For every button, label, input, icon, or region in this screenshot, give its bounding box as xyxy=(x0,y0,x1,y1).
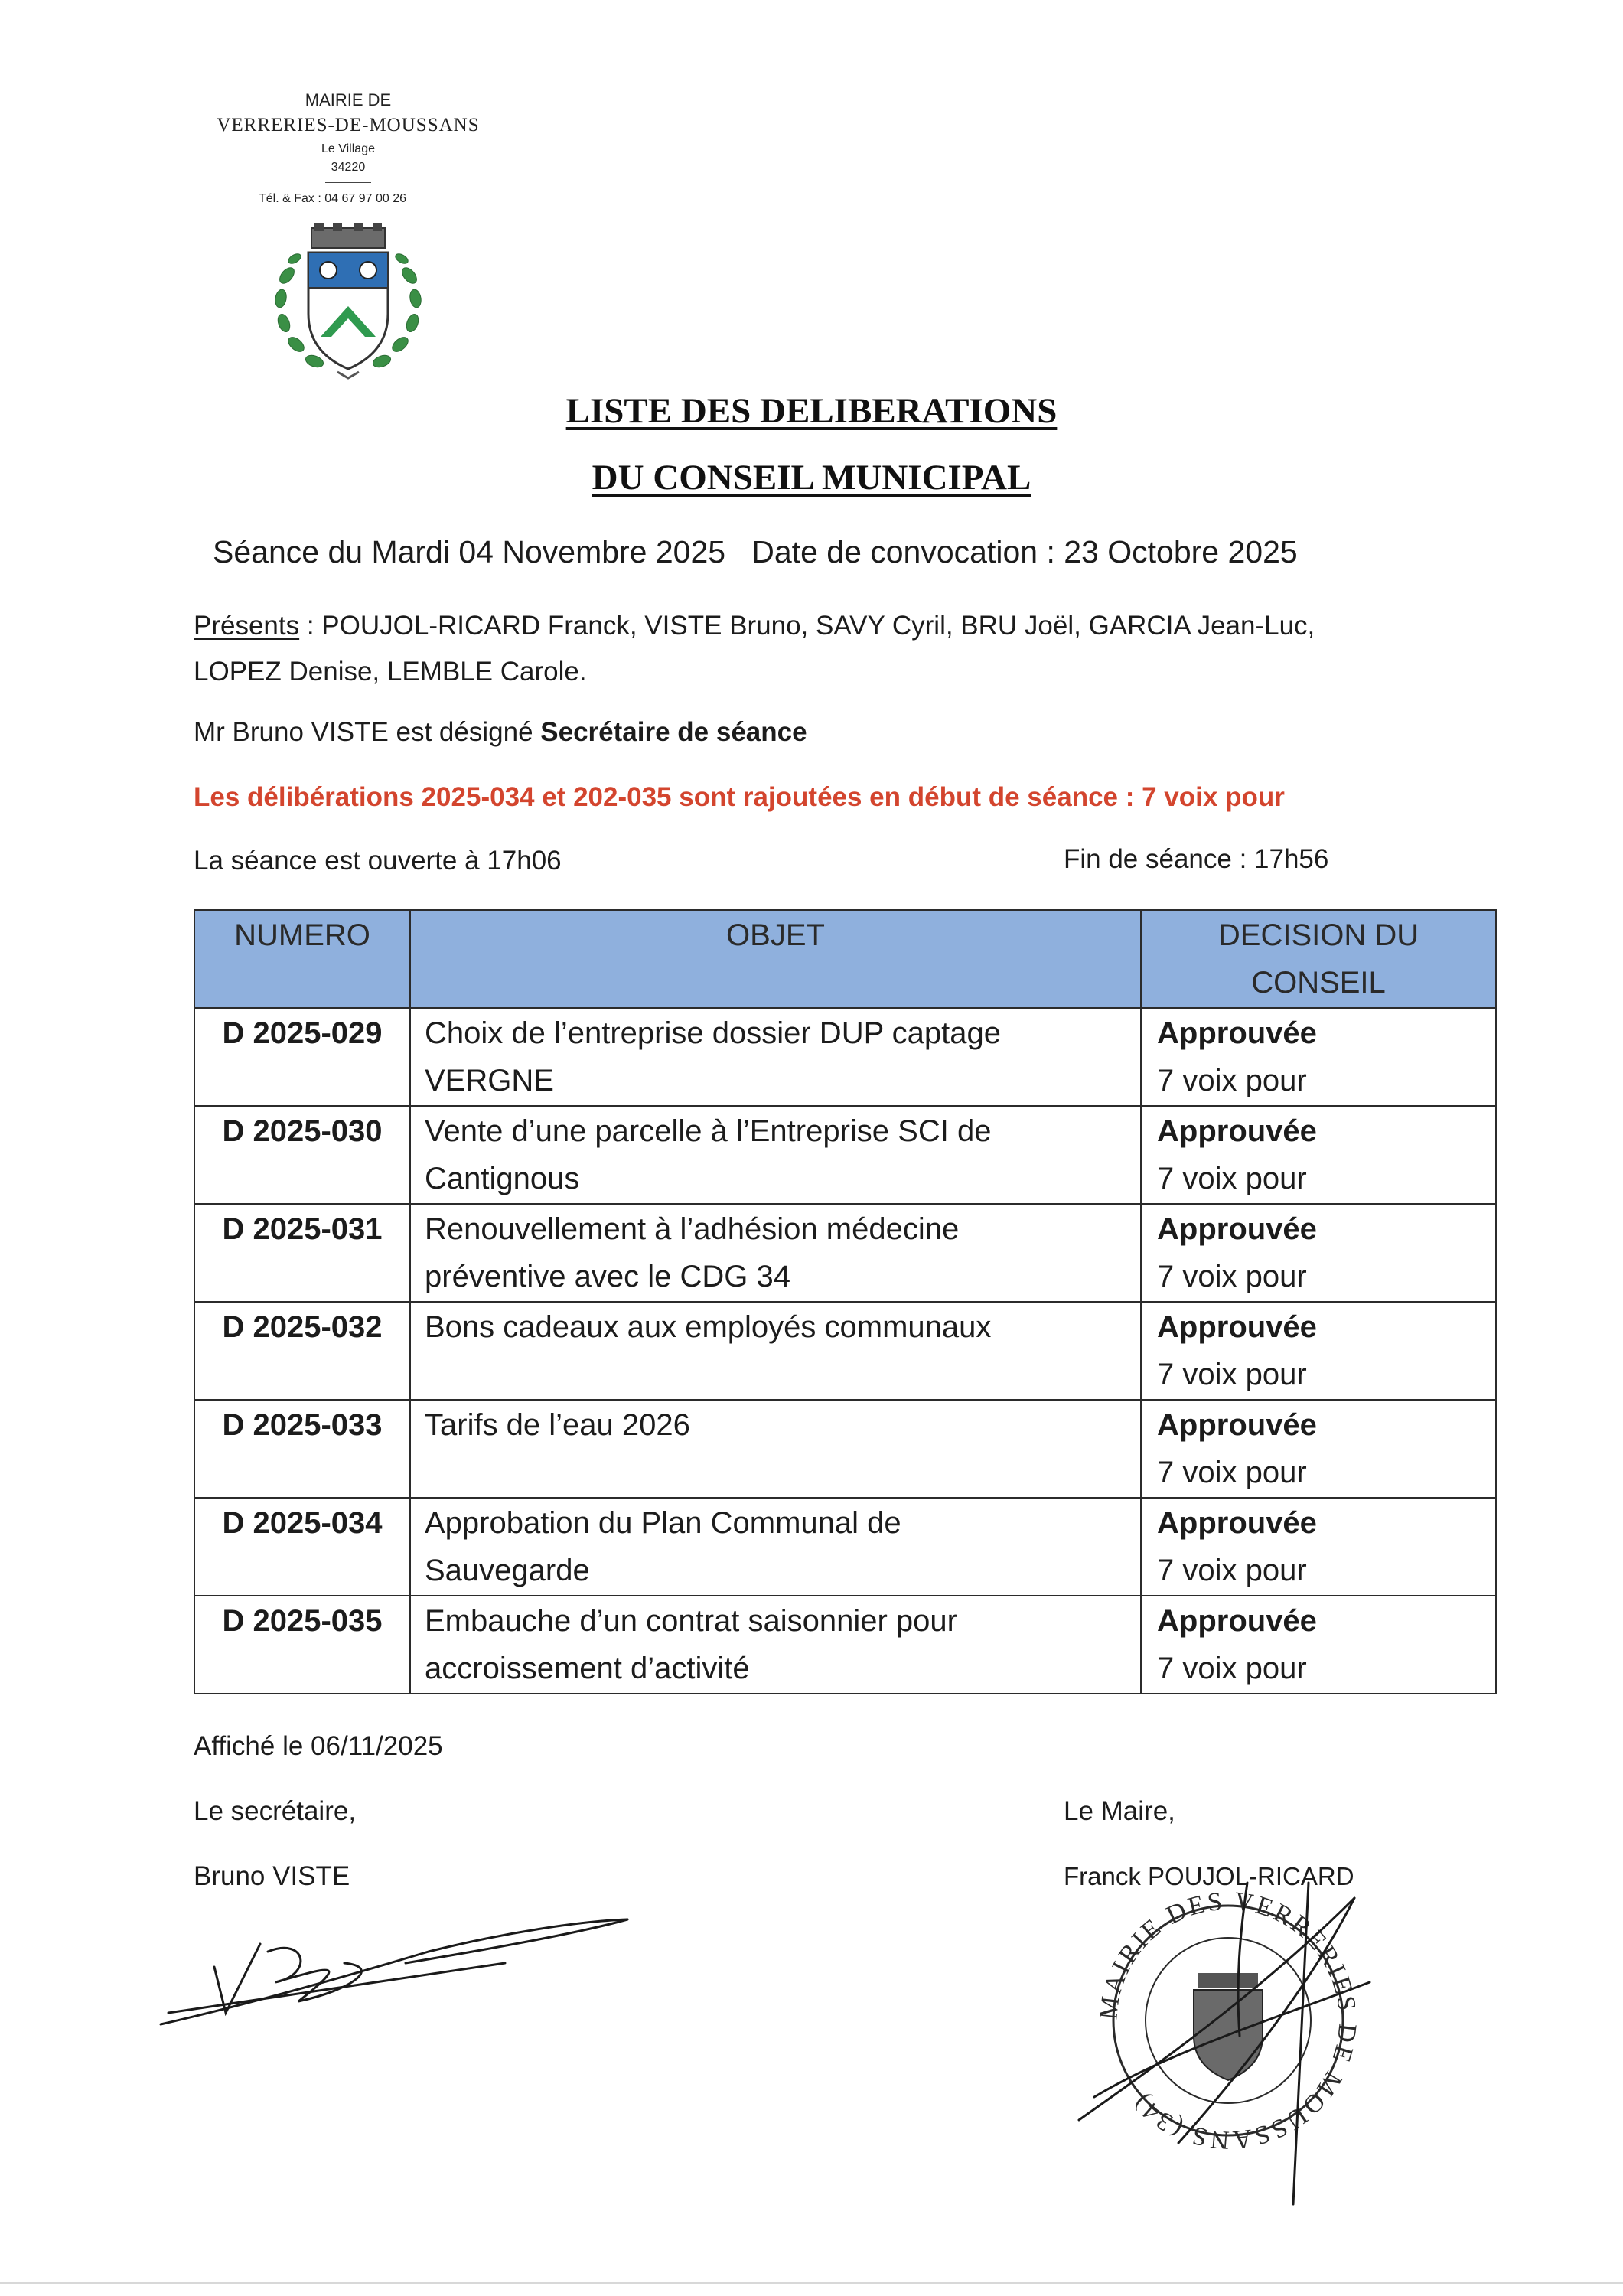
stamp-text: MAIRIE DES VERRERIES DE MOUSSANS (34) xyxy=(1094,1887,1362,2154)
scan-edge xyxy=(0,2282,1623,2284)
row-number: D 2025-031 xyxy=(194,1204,410,1302)
letterhead-postcode: 34220 xyxy=(331,161,366,174)
table-row xyxy=(194,1400,1496,1498)
secretary-signature xyxy=(153,1890,643,2059)
mayor-signature-stamp xyxy=(1064,1867,1385,2219)
row-decision-status: Approuvée xyxy=(1157,1506,1317,1540)
row-object-l1: Tarifs de l’eau 2026 xyxy=(425,1408,690,1442)
row-object-l1: Embauche d’un contrat saisonnier pour xyxy=(425,1604,957,1638)
row-decision-votes: 7 voix pour xyxy=(1157,1358,1307,1391)
presents-line2: LOPEZ Denise, LEMBLE Carole. xyxy=(194,657,587,687)
seance-date: Séance du Mardi 04 Novembre 2025 xyxy=(213,534,726,569)
row-decision xyxy=(1141,1204,1496,1302)
row-number: D 2025-033 xyxy=(194,1400,410,1498)
row-object-l1: Approbation du Plan Communal de xyxy=(425,1506,901,1540)
page-title-line2: DU CONSEIL MUNICIPAL xyxy=(592,458,1031,497)
presents-line1 xyxy=(194,603,1315,649)
row-decision-votes: 7 voix pour xyxy=(1157,1456,1307,1489)
deliberations-table xyxy=(194,909,1497,1694)
row-decision-status: Approuvée xyxy=(1157,1212,1317,1246)
row-decision xyxy=(1141,1106,1496,1204)
closing-time: Fin de séance : 17h56 xyxy=(1064,844,1329,874)
presents-label: Présents xyxy=(194,611,300,641)
row-decision xyxy=(1141,1400,1496,1498)
row-decision-status: Approuvée xyxy=(1157,1114,1317,1148)
row-object xyxy=(410,1106,1141,1204)
row-object xyxy=(410,1302,1141,1400)
row-decision-status: Approuvée xyxy=(1157,1604,1317,1638)
row-object-l1: Choix de l’entreprise dossier DUP captage xyxy=(425,1016,1001,1050)
row-object xyxy=(410,1008,1141,1106)
row-object-l1: Vente d’une parcelle à l’Entreprise SCI de xyxy=(425,1114,992,1148)
secretary-title: Le secrétaire, xyxy=(194,1796,357,1826)
row-object xyxy=(410,1596,1141,1694)
row-decision-votes: 7 voix pour xyxy=(1157,1064,1307,1097)
letterhead-address: Le Village xyxy=(321,142,375,155)
letterhead-phone: Tél. & Fax : 04 67 97 00 26 xyxy=(259,192,407,205)
decision-header-l2: CONSEIL xyxy=(1251,966,1386,1000)
row-object-l1: Bons cadeaux aux employés communaux xyxy=(425,1310,992,1344)
coat-of-arms-icon xyxy=(264,222,432,383)
column-header-decision xyxy=(1141,910,1496,1008)
letterhead-town: VERRERIES-DE-MOUSSANS xyxy=(217,115,480,135)
secretary-prefix: Mr Bruno VISTE est désigné xyxy=(194,717,541,747)
posted-date: Affiché le 06/11/2025 xyxy=(194,1731,443,1761)
column-header-objet: OBJET xyxy=(410,910,1141,1008)
mayor-title: Le Maire, xyxy=(1064,1796,1175,1826)
table-row xyxy=(194,1498,1496,1596)
row-object xyxy=(410,1204,1141,1302)
row-object xyxy=(410,1498,1141,1596)
convocation-date: Date de convocation : 23 Octobre 2025 xyxy=(751,534,1298,569)
row-object-l2: VERGNE xyxy=(425,1064,554,1097)
secretary-designation xyxy=(194,709,807,755)
seance-info xyxy=(213,534,1298,570)
row-decision-status: Approuvée xyxy=(1157,1016,1317,1050)
table-row xyxy=(194,1106,1496,1204)
letterhead xyxy=(195,90,501,206)
row-decision xyxy=(1141,1596,1496,1694)
row-number: D 2025-030 xyxy=(194,1106,410,1204)
table-row xyxy=(194,1302,1496,1400)
row-decision xyxy=(1141,1498,1496,1596)
secretary-name: Bruno VISTE xyxy=(194,1861,350,1891)
letterhead-divider xyxy=(325,182,371,183)
row-decision xyxy=(1141,1302,1496,1400)
row-decision-votes: 7 voix pour xyxy=(1157,1652,1307,1685)
row-decision-votes: 7 voix pour xyxy=(1157,1260,1307,1293)
row-decision-status: Approuvée xyxy=(1157,1408,1317,1442)
row-number: D 2025-029 xyxy=(194,1008,410,1106)
table-row xyxy=(194,1204,1496,1302)
letterhead-line1: MAIRIE DE xyxy=(305,90,392,109)
row-decision xyxy=(1141,1008,1496,1106)
row-decision-votes: 7 voix pour xyxy=(1157,1162,1307,1195)
row-object xyxy=(410,1400,1141,1498)
row-decision-status: Approuvée xyxy=(1157,1310,1317,1344)
row-number: D 2025-035 xyxy=(194,1596,410,1694)
table-row xyxy=(194,1596,1496,1694)
row-number: D 2025-034 xyxy=(194,1498,410,1596)
secretary-role: Secrétaire de séance xyxy=(540,717,807,747)
row-decision-votes: 7 voix pour xyxy=(1157,1554,1307,1587)
row-object-l2: Cantignous xyxy=(425,1162,580,1195)
mayor-name: Franck POUJOL-RICARD xyxy=(1064,1862,1354,1890)
opening-time: La séance est ouverte à 17h06 xyxy=(194,846,562,876)
row-object-l2: Sauvegarde xyxy=(425,1554,590,1587)
presents-names: : POUJOL-RICARD Franck, VISTE Bruno, SAVY Cyril, BRU Joël, GARCIA Jean-Luc, xyxy=(299,611,1315,641)
row-object-l2: accroissement d’activité xyxy=(425,1652,750,1685)
page-title-line1: LISTE DES DELIBERATIONS xyxy=(565,391,1058,431)
table-row xyxy=(194,1008,1496,1106)
row-object-l1: Renouvellement à l’adhésion médecine xyxy=(425,1212,960,1246)
row-object-l2: préventive avec le CDG 34 xyxy=(425,1260,791,1293)
additions-notice: Les délibérations 2025-034 et 202-035 sont rajoutées en début de séance : 7 voix pour xyxy=(194,782,1285,812)
row-number: D 2025-032 xyxy=(194,1302,410,1400)
decision-header-l1: DECISION DU xyxy=(1217,918,1419,952)
column-header-numero: NUMERO xyxy=(194,910,410,1008)
table-header-row xyxy=(194,910,1496,1008)
